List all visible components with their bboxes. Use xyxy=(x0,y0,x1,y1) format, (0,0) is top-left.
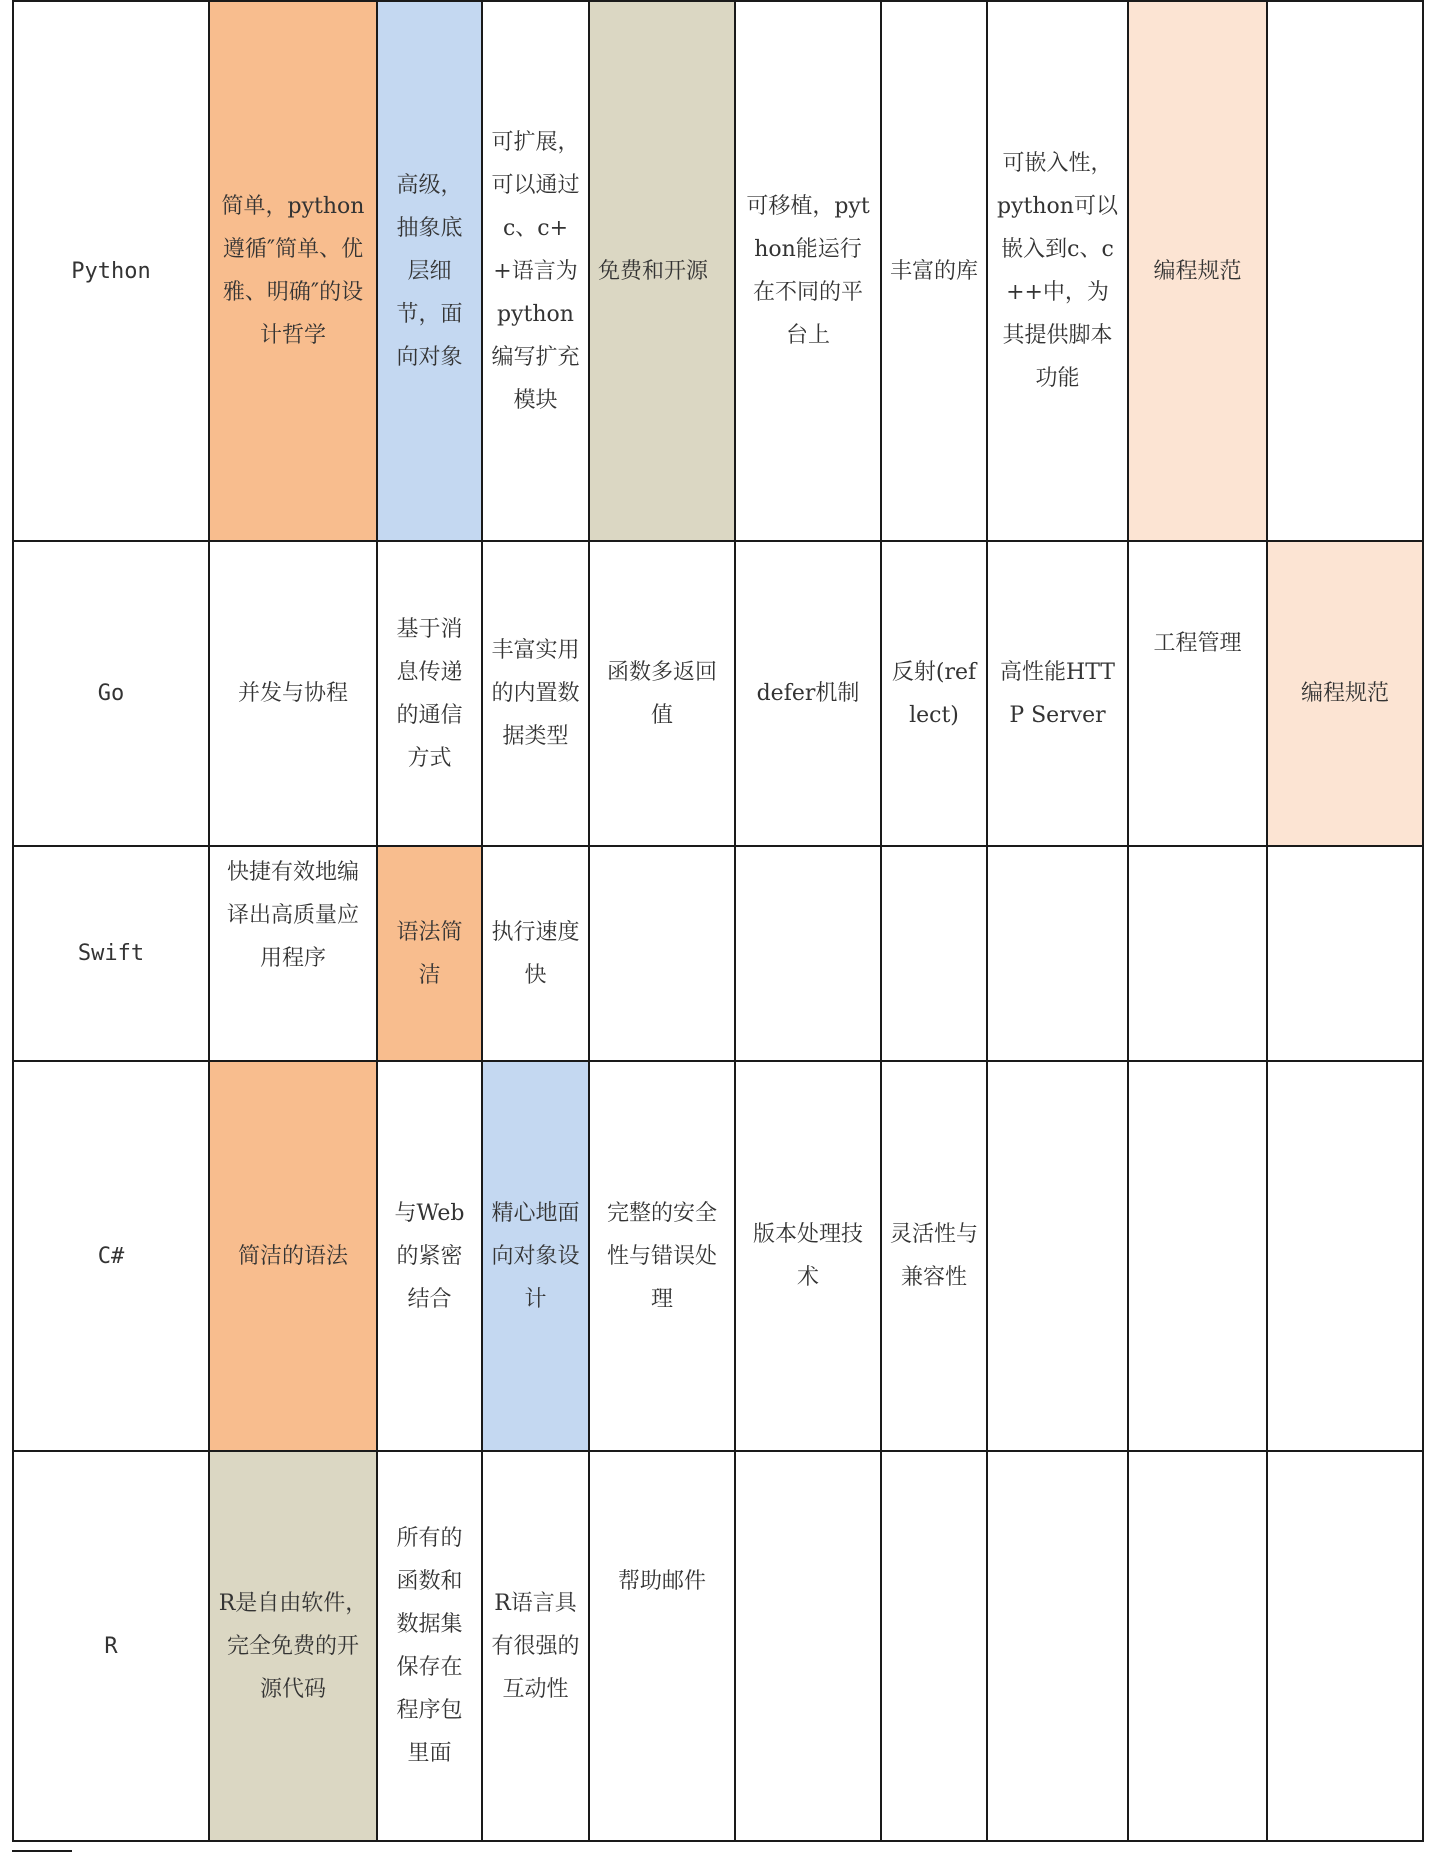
feature-cell: 高性能HTTP Server xyxy=(987,541,1128,846)
feature-cell: 可移植，python能运行在不同的平台上 xyxy=(735,1,881,541)
feature-cell: 函数多返回值 xyxy=(589,541,735,846)
feature-cell: 免费和开源 xyxy=(589,1,735,541)
feature-cell: 帮助邮件 xyxy=(589,1451,735,1841)
feature-cell: 与Web的紧密结合 xyxy=(377,1061,482,1451)
feature-cell xyxy=(1267,1061,1423,1451)
feature-cell xyxy=(735,1451,881,1841)
feature-cell: 基于消息传递的通信方式 xyxy=(377,541,482,846)
feature-cell: 反射(reflect) xyxy=(881,541,987,846)
feature-cell xyxy=(1128,846,1267,1061)
feature-cell xyxy=(987,846,1128,1061)
footnote-rule xyxy=(12,1850,72,1852)
feature-cell: 灵活性与兼容性 xyxy=(881,1061,987,1451)
table-row xyxy=(13,1061,1423,1451)
feature-cell xyxy=(987,1451,1128,1841)
feature-cell xyxy=(1128,1451,1267,1841)
language-name-cell: Swift xyxy=(13,846,209,1061)
feature-cell: 完整的安全性与错误处理 xyxy=(589,1061,735,1451)
feature-cell: 所有的函数和数据集保存在程序包里面 xyxy=(377,1451,482,1841)
feature-cell: R语言具有很强的互动性 xyxy=(482,1451,589,1841)
feature-cell: 语法简洁 xyxy=(377,846,482,1061)
feature-cell: 可嵌入性，python可以嵌入到c、c++中，为其提供脚本功能 xyxy=(987,1,1128,541)
feature-cell: 快捷有效地编译出高质量应用程序 xyxy=(209,846,377,1061)
table-row xyxy=(13,1,1423,541)
language-features-table xyxy=(12,0,1424,1842)
feature-cell: 编程规范 xyxy=(1128,1,1267,541)
feature-cell: 工程管理 xyxy=(1128,541,1267,846)
feature-cell: defer机制 xyxy=(735,541,881,846)
language-name-cell: Python xyxy=(13,1,209,541)
feature-cell xyxy=(735,846,881,1061)
table-row xyxy=(13,541,1423,846)
table-row xyxy=(13,846,1423,1061)
feature-cell xyxy=(987,1061,1128,1451)
feature-cell xyxy=(1267,1,1423,541)
feature-cell: 版本处理技术 xyxy=(735,1061,881,1451)
feature-cell: 简单，python遵循″简单、优雅、明确″的设计哲学 xyxy=(209,1,377,541)
feature-cell: R是自由软件，完全免费的开源代码 xyxy=(209,1451,377,1841)
feature-cell: 高级，抽象底层细节，面向对象 xyxy=(377,1,482,541)
language-name-cell: R xyxy=(13,1451,209,1841)
feature-cell xyxy=(1267,846,1423,1061)
feature-cell xyxy=(881,1451,987,1841)
feature-cell: 编程规范 xyxy=(1267,541,1423,846)
feature-cell: 精心地面向对象设计 xyxy=(482,1061,589,1451)
language-name-cell: C# xyxy=(13,1061,209,1451)
table-row xyxy=(13,1451,1423,1841)
feature-cell xyxy=(881,846,987,1061)
feature-cell: 并发与协程 xyxy=(209,541,377,846)
feature-cell: 丰富的库 xyxy=(881,1,987,541)
feature-cell: 执行速度快 xyxy=(482,846,589,1061)
feature-cell: 丰富实用的内置数据类型 xyxy=(482,541,589,846)
feature-cell xyxy=(1128,1061,1267,1451)
feature-cell xyxy=(1267,1451,1423,1841)
feature-cell: 简洁的语法 xyxy=(209,1061,377,1451)
feature-cell: 可扩展，可以通过c、c++语言为python编写扩充模块 xyxy=(482,1,589,541)
feature-cell xyxy=(589,846,735,1061)
language-name-cell: Go xyxy=(13,541,209,846)
